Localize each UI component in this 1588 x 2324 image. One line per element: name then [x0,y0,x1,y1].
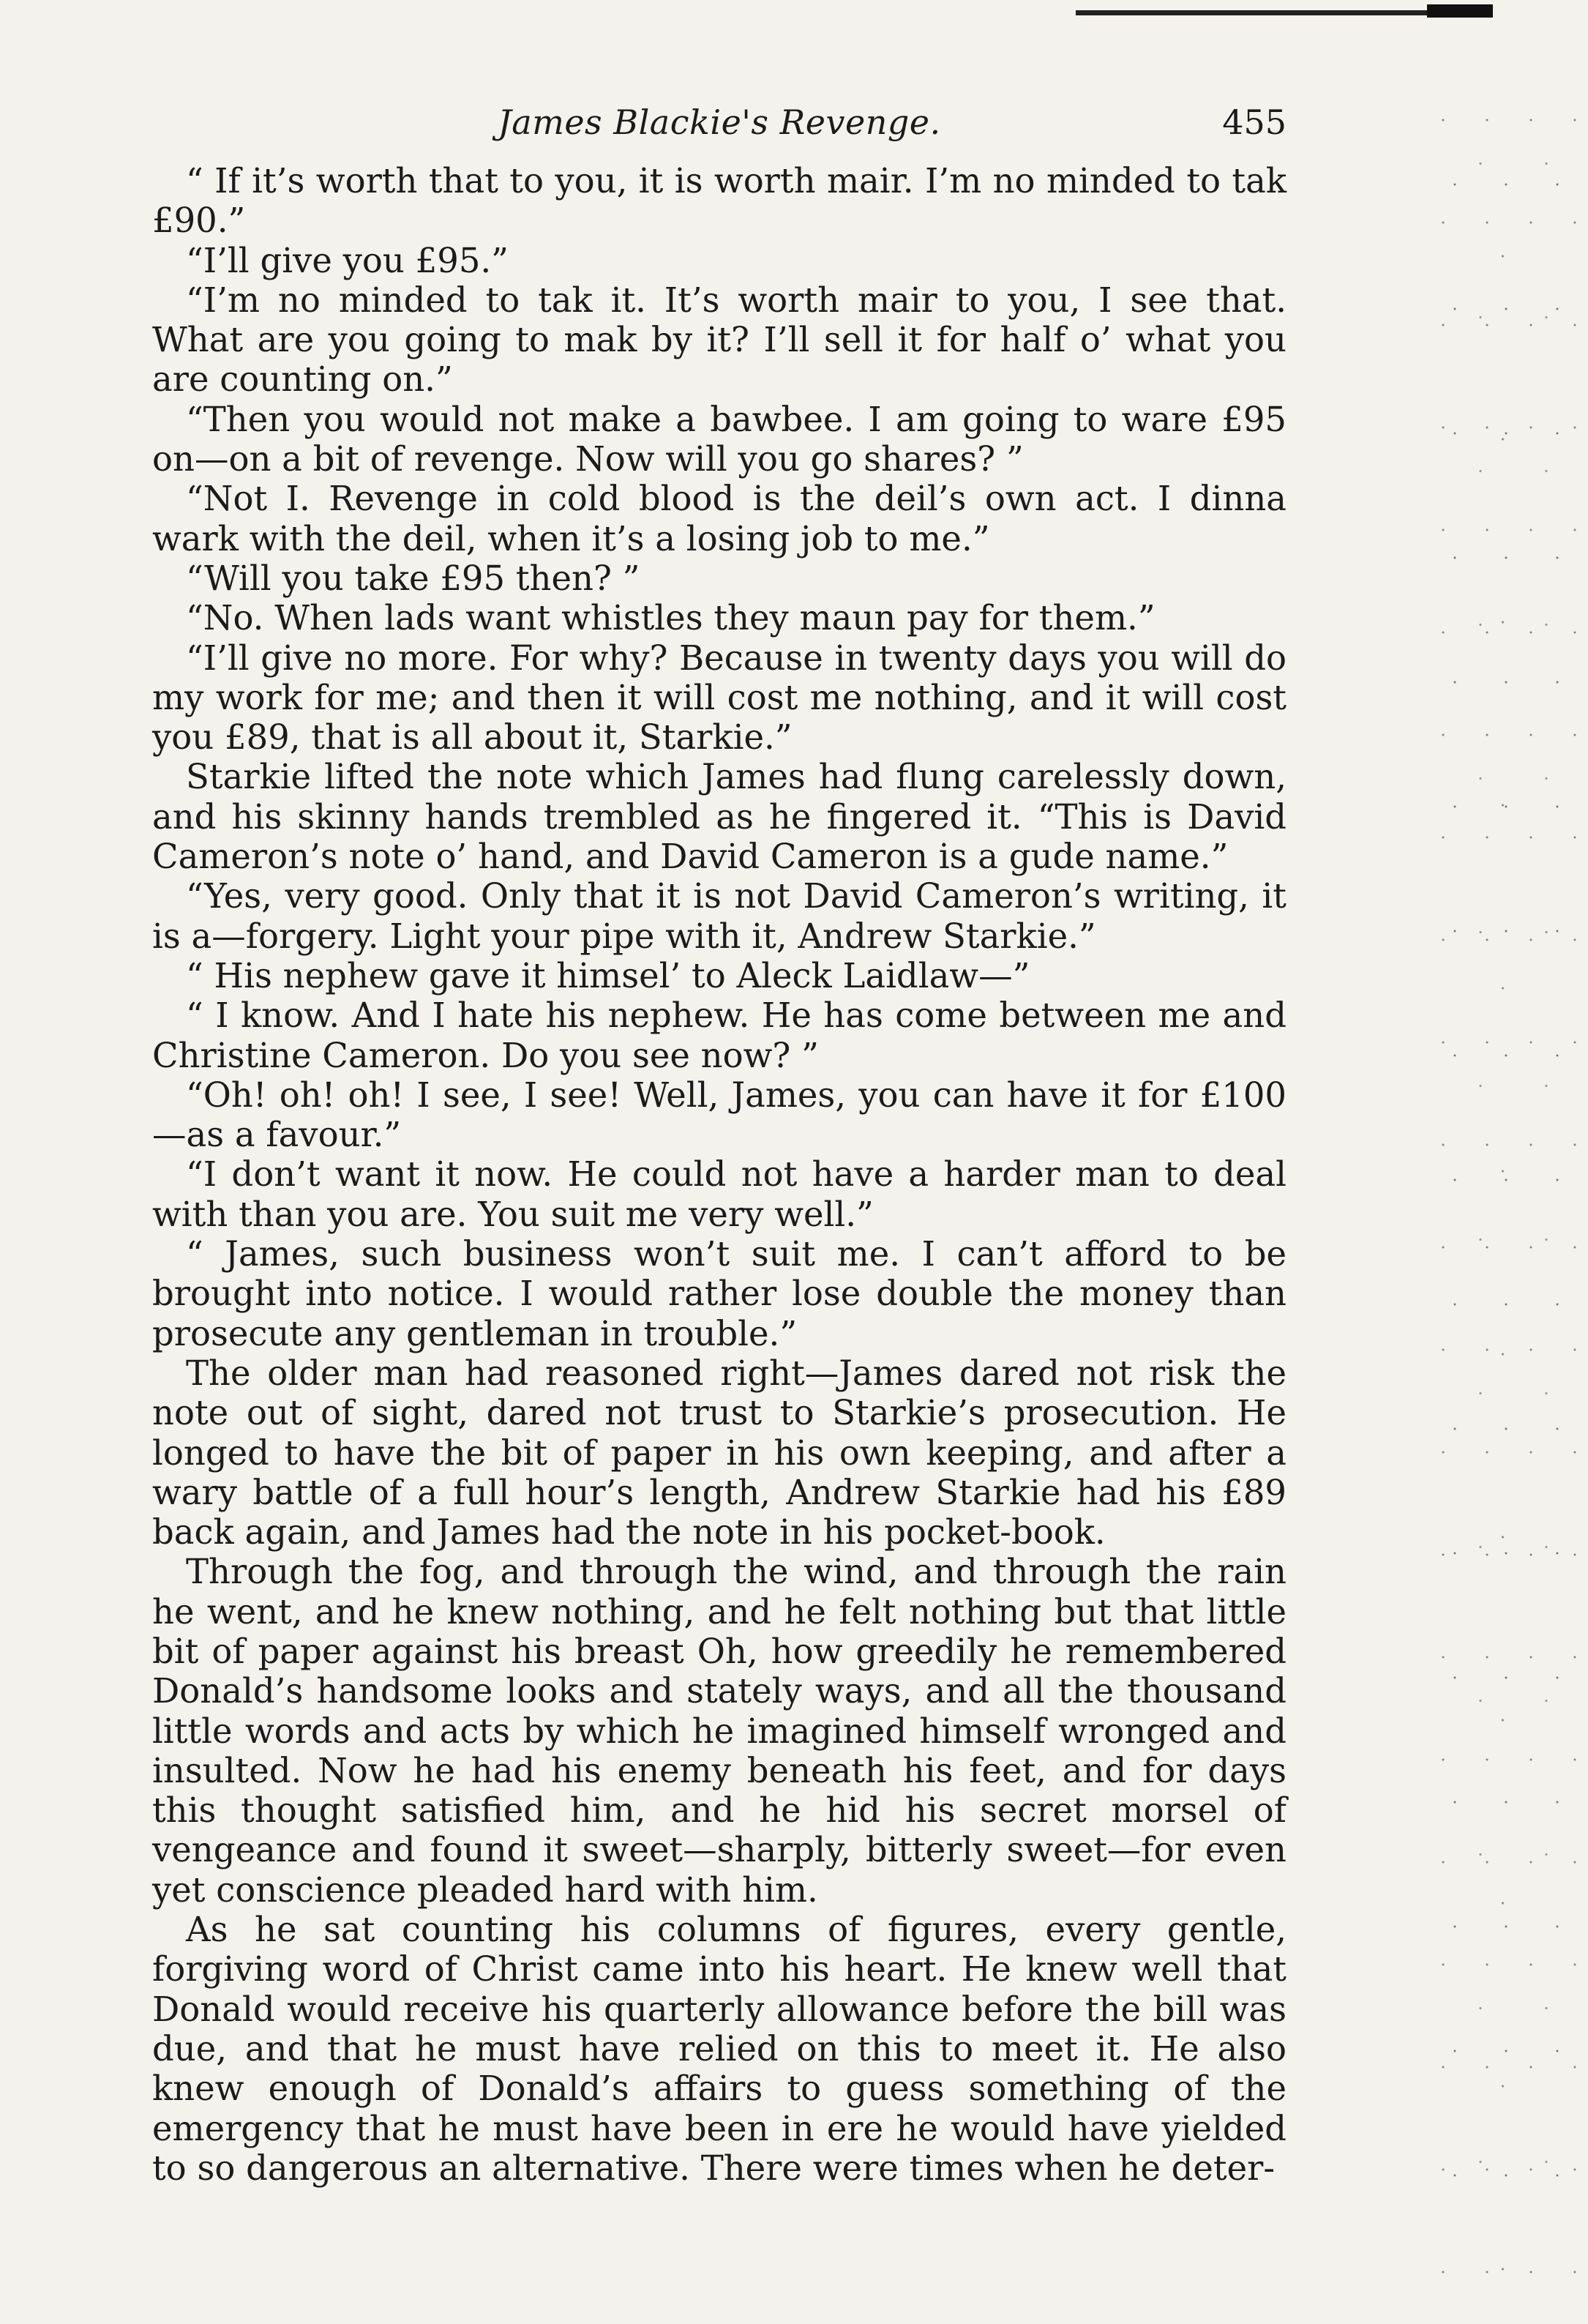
paragraph: “Will you take £95 then? ” [186,558,640,598]
top-border-mark [1427,4,1493,18]
paragraph: As he sat counting his columns of figures, every gentle, forgiving word of Christ came into his heart. He knew well that Donald would receive his quarterly allowance before the bill was due, and that he must have relied on this to meet it. He also knew enough of Donald’s affairs to guess something of the emergency that he must have been in ere he would have yielded to so dangerous an alternative. There were times when he deter- [152,1910,1286,2188]
running-head [152,102,1286,161]
paragraph: Through the fog, and through the wind, and through the rain he went, and he knew nothing, and he felt nothing but that little bit of paper against his breast Oh, how greedily he remembered Donald’s handsome looks and stately ways, and all the thousand little words and acts by which he imagined himself wronged and insulted. Now he had his enemy beneath his feet, and for days this thought satisfied him, and he hid his secret morsel of vengeance and found it sweet—sharply, bitterly sweet—for even yet conscience pleaded hard with him. [152,1552,1286,1910]
paragraph: “Not I. Revenge in cold blood is the deil’s own act. I dinna wark with the deil, when it’s a losing job to me.” [152,479,1286,558]
paragraph: “ If it’s worth that to you, it is worth mair. I’m no minded to tak £90.” [152,161,1286,241]
running-title: James Blackie's Revenge. [498,102,941,142]
paragraph: “ James, such business won’t suit me. I can’t afford to be brought into notice. I would rather lose double the money than prosecute any gentleman in trouble.” [152,1234,1286,1353]
paragraph: “Then you would not make a bawbee. I am going to ware £95 on—on a bit of revenge. Now will you go shares? ” [152,399,1286,479]
paragraph: “ His nephew gave it himsel’ to Aleck Laidlaw—” [186,955,1030,995]
body-text [152,161,1286,2188]
book-page [152,102,1286,2188]
paragraph: “I’ll give no more. For why? Because in twenty days you will do my work for me; and then it will cost me nothing, and it will cost you £89, that is all about it, Starkie.” [152,638,1286,758]
paragraph: “Oh! oh! oh! I see, I see! Well, James, you can have it for £100—as a favour.” [152,1075,1286,1155]
paragraph: “Yes, very good. Only that it is not David Cameron’s writing, it is a—forgery. Light your pipe with it, Andrew Starkie.” [152,876,1286,956]
paragraph: “ I know. And I hate his nephew. He has come between me and Christine Cameron. Do you see now? ” [152,995,1286,1075]
paragraph: “I don’t want it now. He could not have a harder man to deal with than you are. You suit me very well.” [152,1154,1286,1234]
paragraph: “I’ll give you £95.” [186,240,509,280]
paragraph: “No. When lads want whistles they maun pay for them.” [186,598,1156,638]
page-number: 455 [1222,102,1286,142]
paragraph: “I’m no minded to tak it. It’s worth mair to you, I see that. What are you going to mak by it? I’ll sell it for half o’ what you are counting on.” [152,280,1286,400]
page-edge-specks [1434,110,1581,2291]
paragraph: The older man had reasoned right—James dared not risk the note out of sight, dared not trust to Starkie’s prosecution. He longed to have the bit of paper in his own keeping, and after a wary battle of a full hour’s length, Andrew Starkie had his £89 back again, and James had the note in his pocket-book. [152,1353,1286,1553]
paragraph: Starkie lifted the note which James had flung carelessly down, and his skinny hands trembled as he fingered it. “This is David Cameron’s note o’ hand, and David Cameron is a gude name.” [152,757,1286,877]
